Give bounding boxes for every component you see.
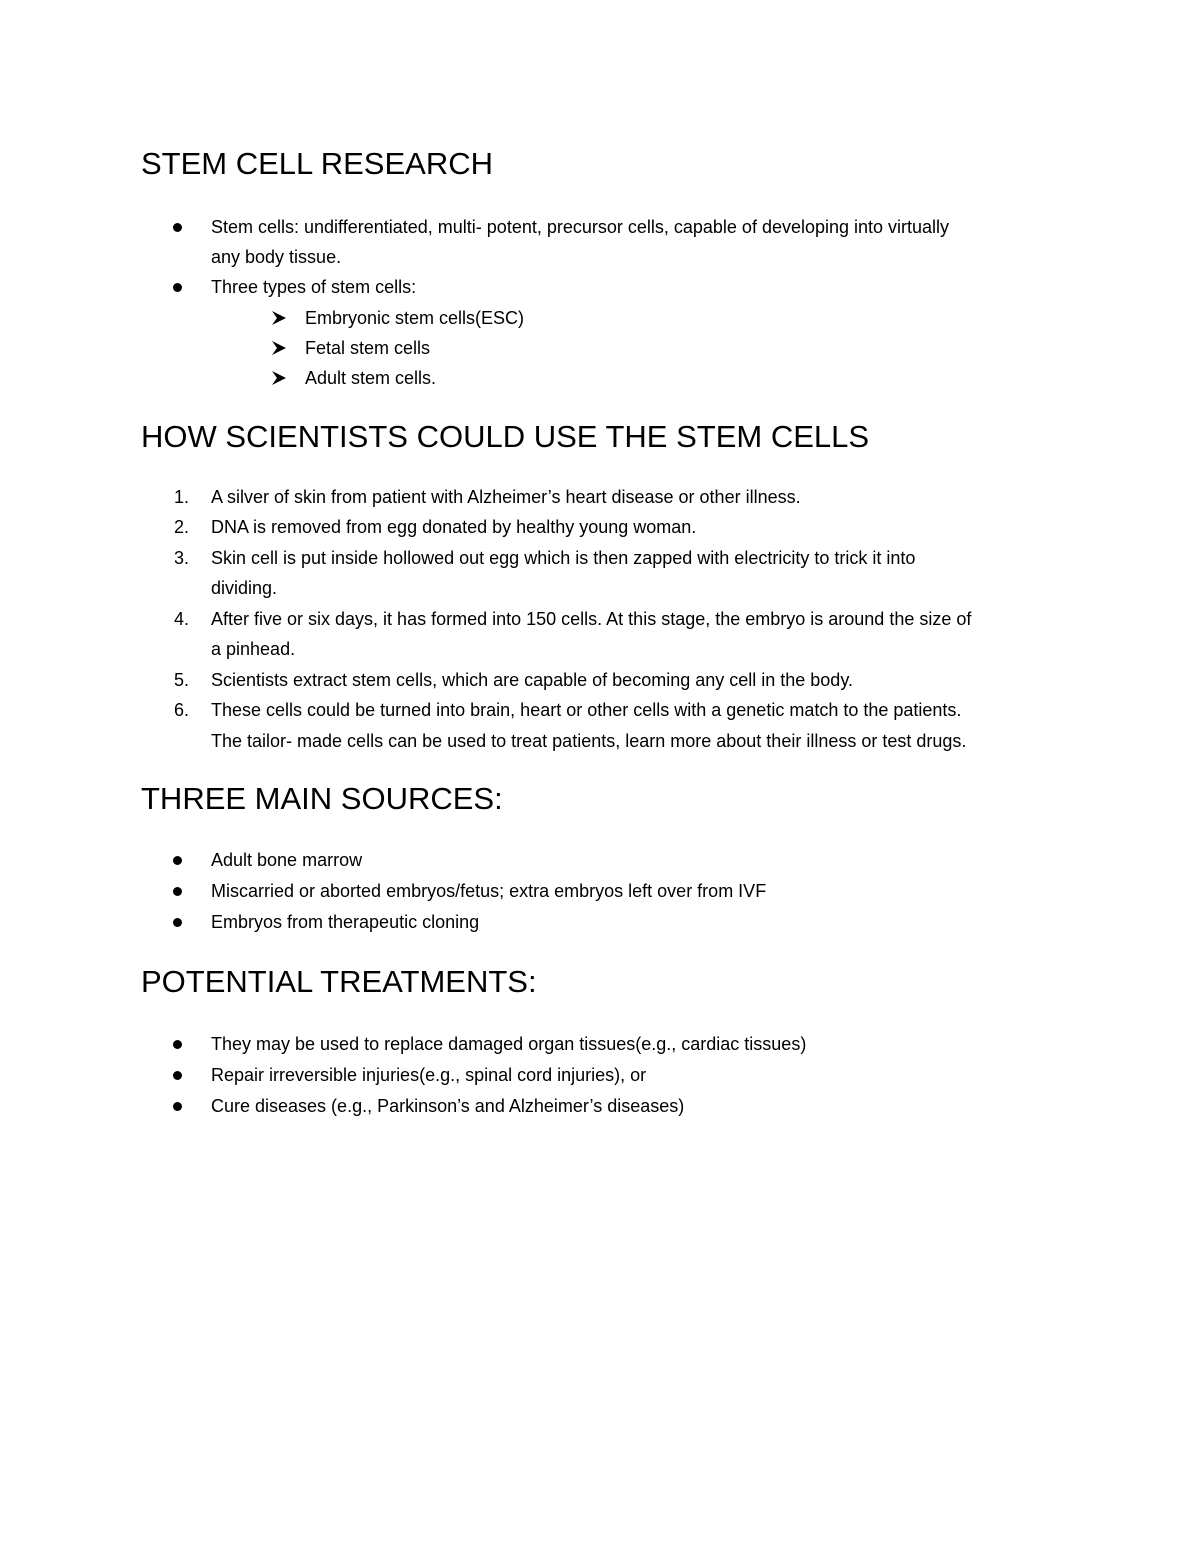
step-4-text-line-2: a pinhead. xyxy=(211,639,296,659)
bullet-icon xyxy=(173,856,182,865)
bullet-icon xyxy=(173,1071,182,1080)
arrowhead-bullet-icon xyxy=(271,340,287,356)
stem-cell-type-item: Adult stem cells. xyxy=(305,368,437,388)
step-number: 4. xyxy=(174,609,190,629)
step-6-text-line-1: These cells could be turned into brain, heart or other cells with a genetic match to the patients. xyxy=(211,700,962,720)
arrowhead-bullet-icon xyxy=(271,310,287,326)
step-3-text-line-2: dividing. xyxy=(211,578,278,598)
step-1-text: A silver of skin from patient with Alzheimer’s heart disease or other illness. xyxy=(211,487,801,507)
arrowhead-bullet-icon xyxy=(271,370,287,386)
stem-cell-type-item: Embryonic stem cells(ESC) xyxy=(305,308,525,328)
bullet-icon xyxy=(173,1102,182,1111)
treatment-item: Cure diseases (e.g., Parkinson’s and Alzheimer’s diseases) xyxy=(211,1096,685,1116)
stem-cell-type-item: Fetal stem cells xyxy=(305,338,431,358)
step-number: 1. xyxy=(174,487,190,507)
bullet-icon xyxy=(173,887,182,896)
bullet-icon xyxy=(173,918,182,927)
bullet-icon xyxy=(173,223,182,232)
step-number: 3. xyxy=(174,548,190,568)
step-number: 5. xyxy=(174,670,190,690)
step-4-text-line-1: After five or six days, it has formed into 150 cells. At this stage, the embryo is around the size of xyxy=(211,609,972,629)
intro-bullet-1-line-2: any body tissue. xyxy=(211,247,342,267)
bullet-icon xyxy=(173,283,182,292)
source-item: Embryos from therapeutic cloning xyxy=(211,912,480,932)
heading-stem-cell-research: STEM CELL RESEARCH xyxy=(141,146,493,181)
step-number: 2. xyxy=(174,517,190,537)
heading-potential-treatments: POTENTIAL TREATMENTS: xyxy=(141,964,537,999)
intro-bullet-2: Three types of stem cells: xyxy=(211,277,417,297)
heading-three-main-sources: THREE MAIN SOURCES: xyxy=(141,781,503,816)
step-3-text-line-1: Skin cell is put inside hollowed out egg which is then zapped with electricity to trick it into xyxy=(211,548,916,568)
heading-how-scientists: HOW SCIENTISTS COULD USE THE STEM CELLS xyxy=(141,419,870,454)
step-5-text: Scientists extract stem cells, which are capable of becoming any cell in the body. xyxy=(211,670,853,690)
bullet-icon xyxy=(173,1040,182,1049)
step-2-text: DNA is removed from egg donated by healthy young woman. xyxy=(211,517,697,537)
source-item: Adult bone marrow xyxy=(211,850,363,870)
treatment-item: Repair irreversible injuries(e.g., spinal cord injuries), or xyxy=(211,1065,647,1085)
step-6-text-line-2: The tailor- made cells can be used to treat patients, learn more about their illness or test drugs. xyxy=(211,731,967,751)
step-number: 6. xyxy=(174,700,190,720)
treatment-item: They may be used to replace damaged organ tissues(e.g., cardiac tissues) xyxy=(211,1034,807,1054)
intro-bullet-1-line-1: Stem cells: undifferentiated, multi- potent, precursor cells, capable of developing into virtually xyxy=(211,217,950,237)
source-item: Miscarried or aborted embryos/fetus; extra embryos left over from IVF xyxy=(211,881,767,901)
